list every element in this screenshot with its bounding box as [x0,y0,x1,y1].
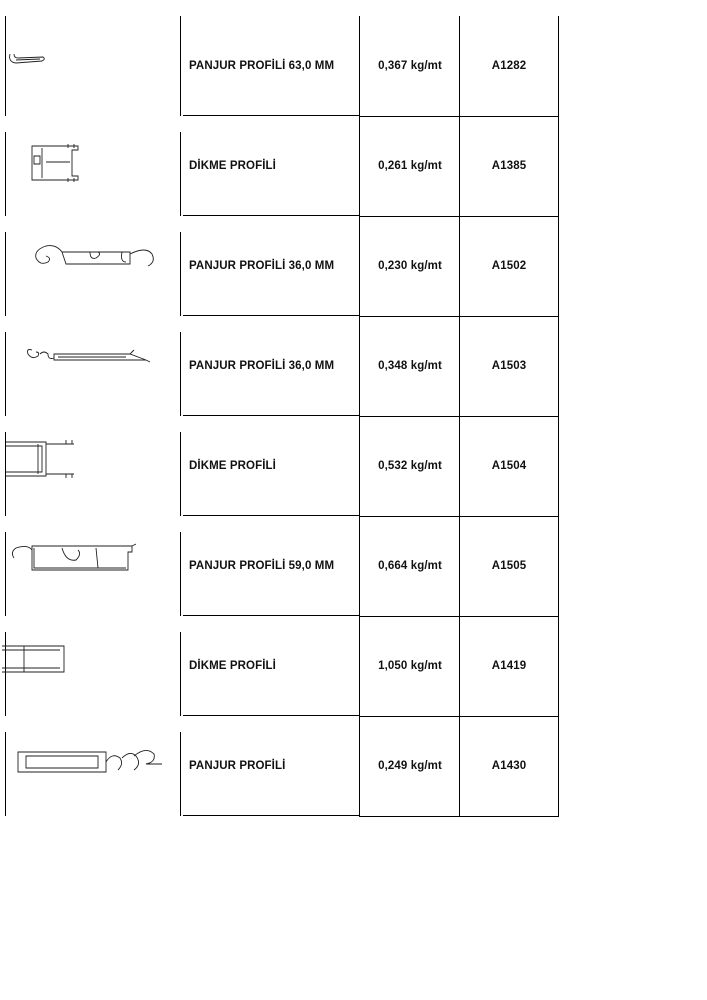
post-profile-icon [6,132,86,212]
profile-image-cell [5,16,181,116]
shutter-profile-63-icon [6,16,66,76]
profile-code: A1419 [459,616,559,717]
profile-table [0,16,560,816]
table-row [0,716,560,816]
post-profile-icon [6,632,86,716]
table-row [0,616,560,716]
profile-image-cell [5,632,181,716]
shutter-profile-36-icon [6,232,176,316]
profile-weight: 0,249 kg/mt [359,716,460,817]
profile-code: A1502 [459,216,559,317]
profile-name: DİKME PROFİLİ [183,616,359,716]
profile-image-cell [5,432,181,516]
profile-name: DİKME PROFİLİ [183,416,359,516]
profile-image-cell [5,332,181,416]
profile-weight: 0,367 kg/mt [359,16,460,117]
profile-name: PANJUR PROFİLİ 63,0 MM [183,16,359,116]
profile-image-cell [5,732,181,816]
table-row [0,116,560,216]
profile-image-cell [5,532,181,616]
table-row [0,516,560,616]
profile-code: A1504 [459,416,559,517]
profile-name: PANJUR PROFİLİ 59,0 MM [183,516,359,616]
profile-code: A1385 [459,116,559,217]
shutter-profile-36-icon [6,332,176,416]
profile-name: PANJUR PROFİLİ 36,0 MM [183,316,359,416]
table-row [0,416,560,516]
profile-name: DİKME PROFİLİ [183,116,359,216]
profile-weight: 0,532 kg/mt [359,416,460,517]
profile-image-cell [5,232,181,316]
profile-name: PANJUR PROFİLİ 36,0 MM [183,216,359,316]
profile-weight: 0,261 kg/mt [359,116,460,217]
profile-weight: 0,230 kg/mt [359,216,460,317]
profile-code: A1282 [459,16,559,117]
table-row [0,216,560,316]
profile-image-cell [5,132,181,216]
profile-name: PANJUR PROFİLİ [183,716,359,816]
shutter-profile-59-icon [6,532,176,616]
profile-code: A1505 [459,516,559,617]
post-profile-icon [6,432,86,516]
profile-weight: 1,050 kg/mt [359,616,460,717]
profile-code: A1430 [459,716,559,817]
profile-code: A1503 [459,316,559,417]
table-row [0,16,560,116]
table-row [0,316,560,416]
profile-weight: 0,664 kg/mt [359,516,460,617]
shutter-profile-icon [6,732,176,816]
profile-weight: 0,348 kg/mt [359,316,460,417]
